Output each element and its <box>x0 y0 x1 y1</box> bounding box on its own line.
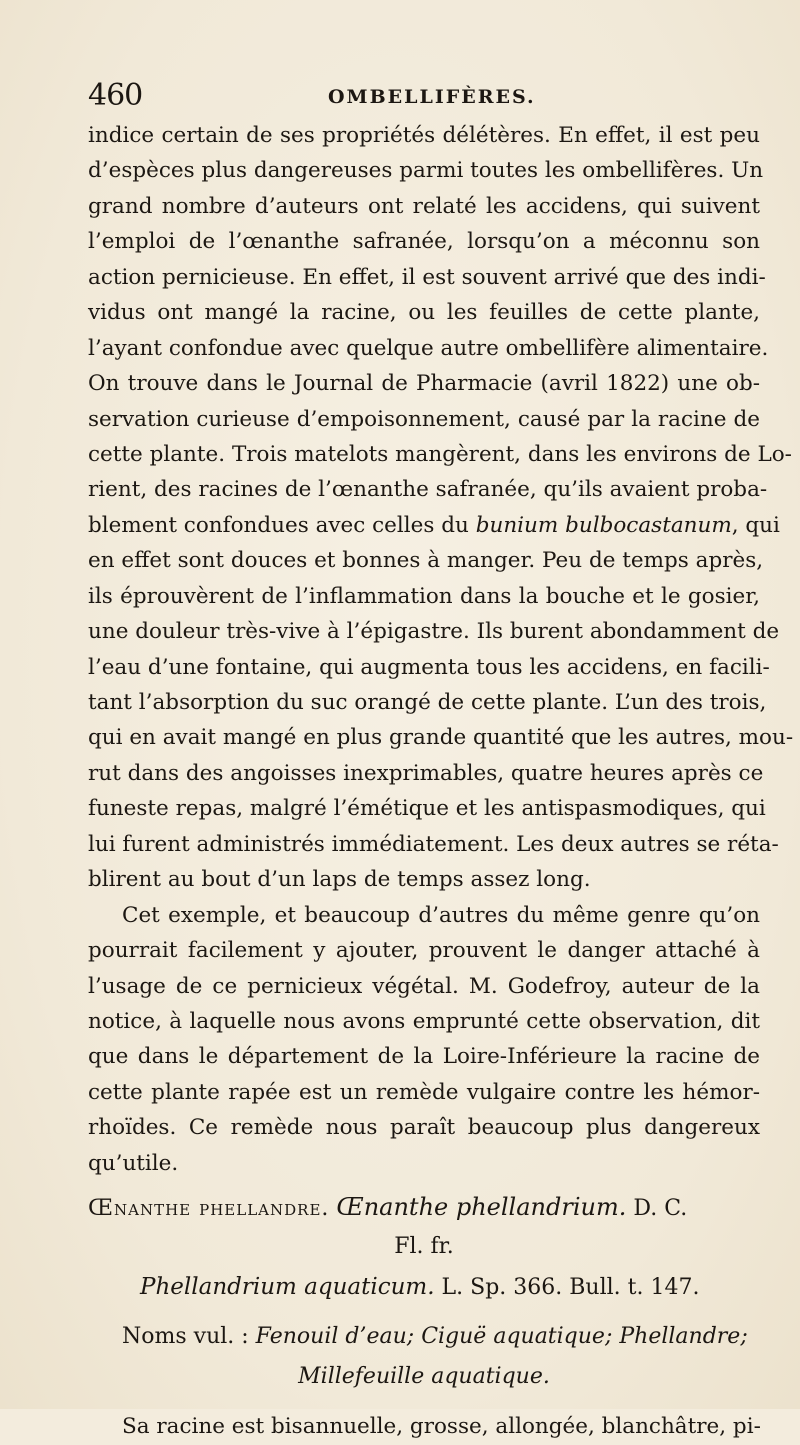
page-number: 460 <box>88 78 143 113</box>
flora-reference: Fl. fr. <box>394 1234 454 1260</box>
text-line: indice certain de ses propriétés délétères. En effet, il est peu <box>88 123 760 148</box>
text-line: cette plante. Trois matelots mangèrent, dans les environs de Lo- <box>88 441 792 467</box>
vernacular-line <box>88 1317 760 1357</box>
vernacular-names-list: Fenouil d’eau; Ciguë aquatique; Phellandre; <box>255 1324 748 1350</box>
line-text: blement confondues avec celles du <box>88 512 469 538</box>
text-line: grand nombre d’auteurs ont relaté les accidens, qui suivent <box>88 193 760 219</box>
main-text <box>88 118 794 1445</box>
paragraph-example <box>88 898 760 1182</box>
text-line: tant l’absorption du suc orangé de cette plante. L’un des trois, <box>88 690 767 715</box>
page-header <box>88 78 708 118</box>
latin-name: Œnanthe phellandrium. <box>336 1193 627 1222</box>
common-name: Œnanthe phellandre. <box>88 1196 330 1222</box>
line-text: , qui <box>731 512 780 538</box>
text-line: l’usage de ce pernicieux végétal. M. Godefroy, auteur de la <box>88 973 760 999</box>
text-line: l’emploi de l’œnanthe safranée, lorsqu’on a méconnu son <box>88 229 760 255</box>
text-line: l’ayant confondue avec quelque autre ombellifère alimentaire. <box>88 335 769 361</box>
species-name-italic: bunium bulbocastanum <box>475 512 732 538</box>
text-line: Sa racine est bisannuelle, grosse, allongée, blanchâtre, pi- <box>122 1414 761 1440</box>
text-line: blirent au bout d’un laps de temps assez long. <box>88 867 591 893</box>
text-line: en effet sont douces et bonnes à manger. Peu de temps après, <box>88 548 764 574</box>
text-line: action pernicieuse. En effet, il est souvent arrivé que des indi- <box>88 264 766 290</box>
text-line: cette plante rapée est un remède vulgaire contre les hémor- <box>88 1079 760 1105</box>
text-line: vidus ont mangé la racine, ou les feuilles de cette plante, <box>88 300 760 326</box>
vernacular-names-list: Millefeuille aquatique. <box>298 1364 550 1390</box>
text-line: lui furent administrés immédiatement. Les deux autres se réta- <box>88 831 779 857</box>
text-line: notice, à laquelle nous avons emprunté cette observation, dit <box>88 1008 760 1034</box>
vernacular-names <box>88 1317 760 1397</box>
text-line: une douleur très-vive à l’épigastre. Ils burent abondamment de <box>88 619 780 645</box>
text-line: On trouve dans le Journal de Pharmacie (avril 1822) une ob- <box>88 371 760 397</box>
text-line: ils éprouvèrent de l’inflammation dans la bouche et le gosier, <box>88 583 760 609</box>
text-line: qu’utile. <box>88 1150 179 1176</box>
text-line: rut dans des angoisses inexprimables, quatre heures après ce <box>88 760 764 786</box>
text-line: que dans le département de la Loire-Inférieure la racine de <box>88 1044 760 1070</box>
synonym-latin: Phellandrium aquaticum. <box>140 1274 435 1301</box>
synonym-line <box>88 1267 760 1307</box>
text-line: rient, des racines de l’œnanthe safranée, qu’ils avaient proba- <box>88 477 768 503</box>
text-line: d’espèces plus dangereuses parmi toutes les ombellifères. Un <box>88 158 764 184</box>
text-line: Cet exemple, et beaucoup d’autres du même genre qu’on <box>122 902 760 928</box>
text-line: pourrait facilement y ajouter, prouvent le danger attaché à <box>88 938 760 964</box>
synonym-reference: L. Sp. 366. Bull. t. 147. <box>441 1275 700 1301</box>
text-line: funeste repas, malgré l’émétique et les antispasmodiques, qui <box>88 796 766 822</box>
text-line: servation curieuse d’empoisonnement, causé par la racine de <box>88 406 760 432</box>
species-entry-heading <box>88 1187 760 1307</box>
text-line: qui en avait mangé en plus grande quantité que les autres, mou- <box>88 725 794 751</box>
text-line-with-italic <box>88 508 780 543</box>
paragraph-oenanthe-safranee <box>88 118 794 898</box>
text-line: l’eau d’une fontaine, qui augmenta tous les accidens, en facili- <box>88 654 770 680</box>
entry-title <box>88 1187 760 1227</box>
vernacular-line <box>88 1357 760 1397</box>
paragraph-racine <box>88 1409 760 1444</box>
running-title: OMBELLIFÈRES. <box>328 86 536 108</box>
authority: D. C. <box>633 1196 688 1222</box>
vernacular-label: Noms vul. : <box>122 1324 249 1350</box>
text-line: rhoïdes. Ce remède nous paraît beaucoup plus dangereux <box>88 1115 760 1141</box>
